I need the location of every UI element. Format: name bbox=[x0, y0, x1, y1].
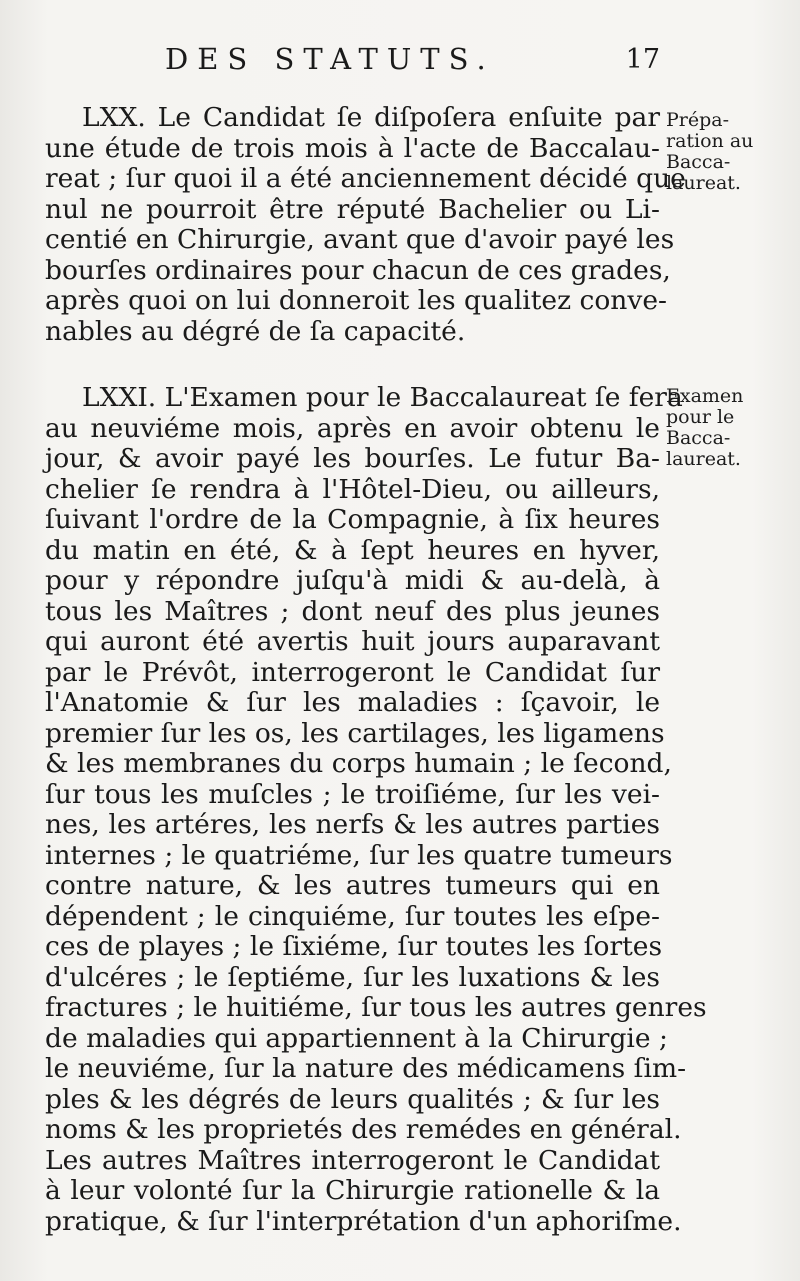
margin-note-line: Prépa- bbox=[666, 109, 730, 131]
text-line: pour y répondre juſqu'à midi & au-delà, à bbox=[45, 565, 660, 596]
text-line: ſur tous les muſcles ; le troiſiéme, ſur les vei- bbox=[45, 778, 660, 810]
text-line: dépendent ; le cinquiéme, ſur toutes les eſpe- bbox=[45, 900, 660, 932]
margin-note-preparation bbox=[666, 110, 794, 194]
margin-note-line: pour le bbox=[666, 406, 735, 428]
text-line: l'Anatomie & ſur les maladies : ſçavoir, le bbox=[45, 687, 660, 718]
margin-note-line: laureat. bbox=[666, 172, 741, 194]
text-line: chelier ſe rendra à l'Hôtel-Dieu, ou ailleurs, bbox=[45, 473, 660, 505]
article-71 bbox=[45, 382, 707, 1237]
text-line: ſuivant l'ordre de la Compagnie, à ſix heures bbox=[45, 504, 660, 535]
margin-note-examen bbox=[666, 386, 794, 470]
running-title: DES STATUTS. bbox=[165, 42, 495, 76]
text-line: du matin en été, & à ſept heures en hyver, bbox=[45, 534, 660, 566]
text-line: nes, les artéres, les nerfs & les autres parties bbox=[45, 809, 660, 840]
text-line: à leur volonté ſur la Chirurgie rationelle & la bbox=[45, 1175, 660, 1206]
text-line: LXXI. L'Examen pour le Baccalaureat ſe fera bbox=[82, 382, 683, 413]
text-line: LXX. Le Candidat ſe diſpoſera enſuite par bbox=[82, 102, 660, 133]
text-line: internes ; le quatriéme, ſur les quatre tumeurs bbox=[45, 839, 673, 871]
margin-note-line: Examen bbox=[666, 385, 744, 407]
margin-note-line: Bacca- bbox=[666, 427, 731, 449]
text-line: d'ulcéres ; le ſeptiéme, ſur les luxations & les bbox=[45, 961, 660, 993]
text-line: bourſes ordinaires pour chacun de ces grades, bbox=[45, 254, 671, 286]
text-line: jour, & avoir payé les bourſes. Le futur Ba- bbox=[45, 443, 660, 474]
text-line: le neuviéme, ſur la nature des médicamens ſim- bbox=[45, 1053, 687, 1084]
margin-note-line: ration au bbox=[666, 130, 754, 152]
text-line: & les membranes du corps humain ; le ſecond, bbox=[45, 748, 672, 779]
text-line: centié en Chirurgie, avant que d'avoir payé les bbox=[45, 224, 675, 255]
text-line: par le Prévôt, interrogeront le Candidat ſur bbox=[45, 656, 660, 688]
margin-note-line: Bacca- bbox=[666, 151, 731, 173]
text-line: contre nature, & les autres tumeurs qui en bbox=[45, 870, 660, 901]
text-line: nul ne pourroit être réputé Bachelier ou Li- bbox=[45, 193, 660, 225]
text-line: premier ſur les os, les cartilages, les ligamens bbox=[45, 717, 665, 749]
text-line: pratique, & ſur l'interprétation d'un aphoriſme. bbox=[45, 1205, 682, 1237]
text-line: de maladies qui appartiennent à la Chirurgie ; bbox=[45, 1022, 668, 1054]
text-line: ples & les dégrés de leurs qualités ; & ſur les bbox=[45, 1083, 660, 1115]
text-line: noms & les proprietés des remédes en général. bbox=[45, 1114, 682, 1145]
text-line: reat ; ſur quoi il a été anciennement décidé que bbox=[45, 163, 686, 194]
text-line: qui auront été avertis huit jours auparavant bbox=[45, 626, 660, 657]
article-70 bbox=[45, 102, 686, 347]
page-number: 17 bbox=[625, 44, 660, 75]
text-line: une étude de trois mois à l'acte de Baccalau- bbox=[45, 132, 660, 164]
text-line: Les autres Maîtres interrogeront le Candidat bbox=[45, 1144, 660, 1176]
text-line: au neuviéme mois, après en avoir obtenu le bbox=[45, 412, 660, 444]
text-line: nables au dégré de ſa capacité. bbox=[45, 315, 466, 347]
text-line: tous les Maîtres ; dont neuf des plus jeunes bbox=[45, 595, 660, 627]
page-header bbox=[45, 42, 660, 82]
text-line: après quoi on lui donneroit les qualitez conve- bbox=[45, 285, 667, 316]
text-line: fractures ; le huitiéme, ſur tous les autres genres bbox=[45, 992, 707, 1023]
text-line: ces de playes ; le ſixiéme, ſur toutes les ſortes bbox=[45, 931, 663, 962]
margin-note-line: laureat. bbox=[666, 448, 741, 470]
